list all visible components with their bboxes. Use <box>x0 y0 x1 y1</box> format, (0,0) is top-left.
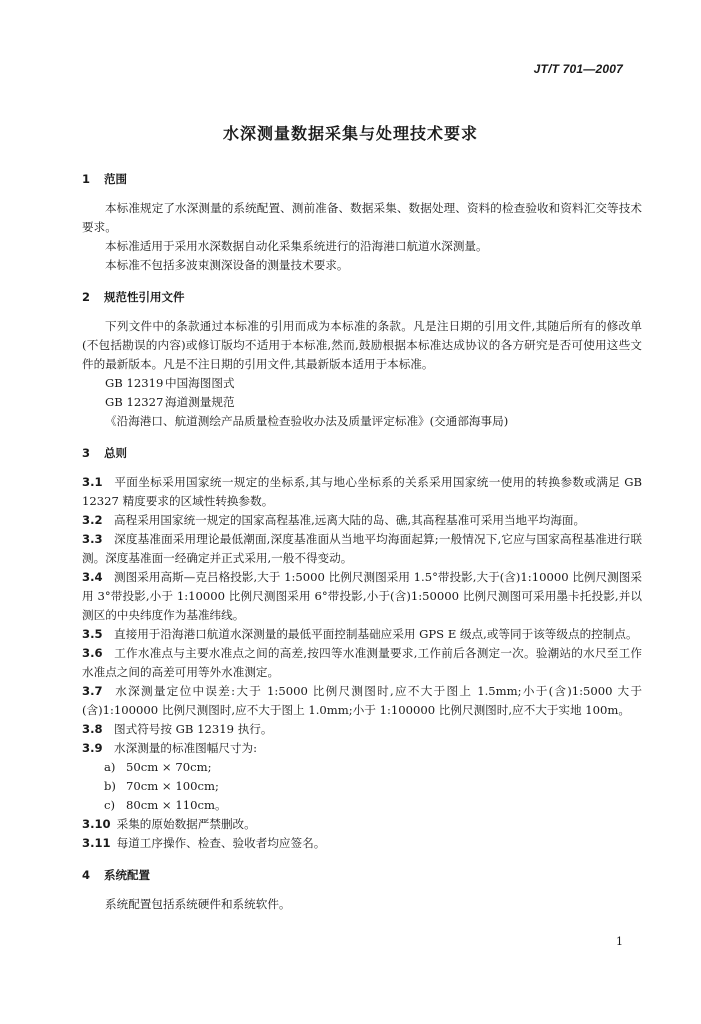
paragraph: 本标准不包括多波束测深设备的测量技术要求。 <box>105 258 349 272</box>
document-body <box>82 170 642 914</box>
clause-text: 测图采用高斯—克吕格投影,大于 1:5000 比例尺测图采用 1.5°带投影,大于(含)1:10000 比例尺测图采用 3°带投影,小于 1:10000 比例尺测图采用 6°带投影,小于(含)1:50000 比例尺测图可采用墨卡托投影,并以测区的中央纬度作为基准纬线。 <box>82 570 642 622</box>
reference-name: 中国海图图式 <box>165 376 235 390</box>
clause-number: 3.6 <box>82 646 103 660</box>
reference-code: GB 12319 <box>105 376 164 390</box>
clause-text: 工作水准点与主要水准点之间的高差,按四等水准测量要求,工作前后各测定一次。验潮站的水尺至工作水准点之间的高差可用等外水准测定。 <box>82 646 642 679</box>
clause <box>82 644 642 682</box>
clause-text: 直接用于沿海港口航道水深测量的最低平面控制基础应采用 GPS E 级点,或等同于该等级点的控制点。 <box>114 627 638 641</box>
clause <box>82 739 642 758</box>
reference-code: GB 12327 <box>105 395 164 409</box>
list-text: 80cm × 110cm。 <box>126 798 227 812</box>
clause-text: 深度基准面采用理论最低潮面,深度基准面从当地平均海面起算;一般情况下,它应与国家高程基准进行联测。深度基准面一经确定并正式采用,一般不得变动。 <box>82 532 642 565</box>
clause-text: 每道工序操作、检查、验收者均应签名。 <box>116 836 326 850</box>
list-item <box>82 796 642 815</box>
section-title: 系统配置 <box>104 868 150 882</box>
clause-number: 3.1 <box>82 475 103 489</box>
paragraph: 系统配置包括系统硬件和系统软件。 <box>105 897 291 911</box>
section-title: 范围 <box>104 172 127 186</box>
clause-text: 图式符号按 GB 12319 执行。 <box>114 722 273 736</box>
standard-code: JT/T 701—2007 <box>533 62 623 76</box>
paragraph: 本标准适用于采用水深数据自动化采集系统进行的沿海港口航道水深测量。 <box>105 239 488 253</box>
section-title: 规范性引用文件 <box>104 290 185 304</box>
clause <box>82 511 642 530</box>
clause-text: 水深测量的标准图幅尺寸为: <box>114 741 258 755</box>
clause-text: 水深测量定位中误差:大于 1:5000 比例尺测图时,应不大于图上 1.5mm;小于(含)1:5000 大于(含)1:100000 比例尺测图时,应不大于图上 1.0mm;小于 1:100000 比例尺测图时,应不大于实地 100m。 <box>82 684 642 717</box>
section-1-heading <box>82 170 642 189</box>
clause-number: 3.5 <box>82 627 103 641</box>
clause-number: 3.2 <box>82 513 103 527</box>
section-3-heading <box>82 444 642 463</box>
reference-name: 海道测量规范 <box>165 395 235 409</box>
clause-text: 采集的原始数据严禁删改。 <box>116 817 256 831</box>
paragraph: 本标准规定了水深测量的系统配置、测前准备、数据采集、数据处理、资料的检查验收和资料汇交等技术要求。 <box>82 201 642 234</box>
clause <box>82 473 642 511</box>
clause-number: 3.11 <box>82 836 111 850</box>
clause-text: 高程采用国家统一规定的国家高程基准,远离大陆的岛、礁,其高程基准可采用当地平均海面。 <box>114 513 586 527</box>
clause <box>82 834 642 853</box>
list-marker: c) <box>104 798 116 812</box>
clause <box>82 815 642 834</box>
clause-number: 3.9 <box>82 741 103 755</box>
paragraph: 下列文件中的条款通过本标准的引用而成为本标准的条款。凡是注日期的引用文件,其随后所有的修改单(不包括勘误的内容)或修订版均不适用于本标准,然而,鼓励根据本标准达成协议的各方研究是否可使用这些文件的最新版本。凡是不注日期的引用文件,其最新版本适用于本标准。 <box>82 319 642 371</box>
section-4-heading <box>82 866 642 885</box>
clause <box>82 682 642 720</box>
clause <box>82 568 642 625</box>
clause <box>82 720 642 739</box>
clause-number: 3.8 <box>82 722 103 736</box>
document-title: 水深测量数据采集与处理技术要求 <box>222 124 478 143</box>
page-number: 1 <box>616 935 623 948</box>
clause-number: 3.10 <box>82 817 111 831</box>
clause-number: 3.4 <box>82 570 103 584</box>
section-number: 3 <box>82 446 91 460</box>
reference-item <box>82 393 642 412</box>
list-text: 70cm × 100cm; <box>126 779 219 793</box>
clause-number: 3.7 <box>82 684 103 698</box>
section-number: 2 <box>82 290 91 304</box>
reference-item: 《沿海港口、航道测绘产品质量检查验收办法及质量评定标准》(交通部海事局) <box>105 414 509 428</box>
section-number: 1 <box>82 172 91 186</box>
clause <box>82 625 642 644</box>
clause-number: 3.3 <box>82 532 103 546</box>
list-text: 50cm × 70cm; <box>126 760 212 774</box>
list-item <box>82 758 642 777</box>
list-marker: b) <box>104 779 116 793</box>
list-marker: a) <box>104 760 116 774</box>
section-2-heading <box>82 288 642 307</box>
reference-item <box>82 374 642 393</box>
list-item <box>82 777 642 796</box>
clause-text: 平面坐标采用国家统一规定的坐标系,其与地心坐标系的关系采用国家统一使用的转换参数或满足 GB 12327 精度要求的区域性转换参数。 <box>82 475 642 508</box>
section-title: 总则 <box>104 446 127 460</box>
section-number: 4 <box>82 868 91 882</box>
clause <box>82 530 642 568</box>
